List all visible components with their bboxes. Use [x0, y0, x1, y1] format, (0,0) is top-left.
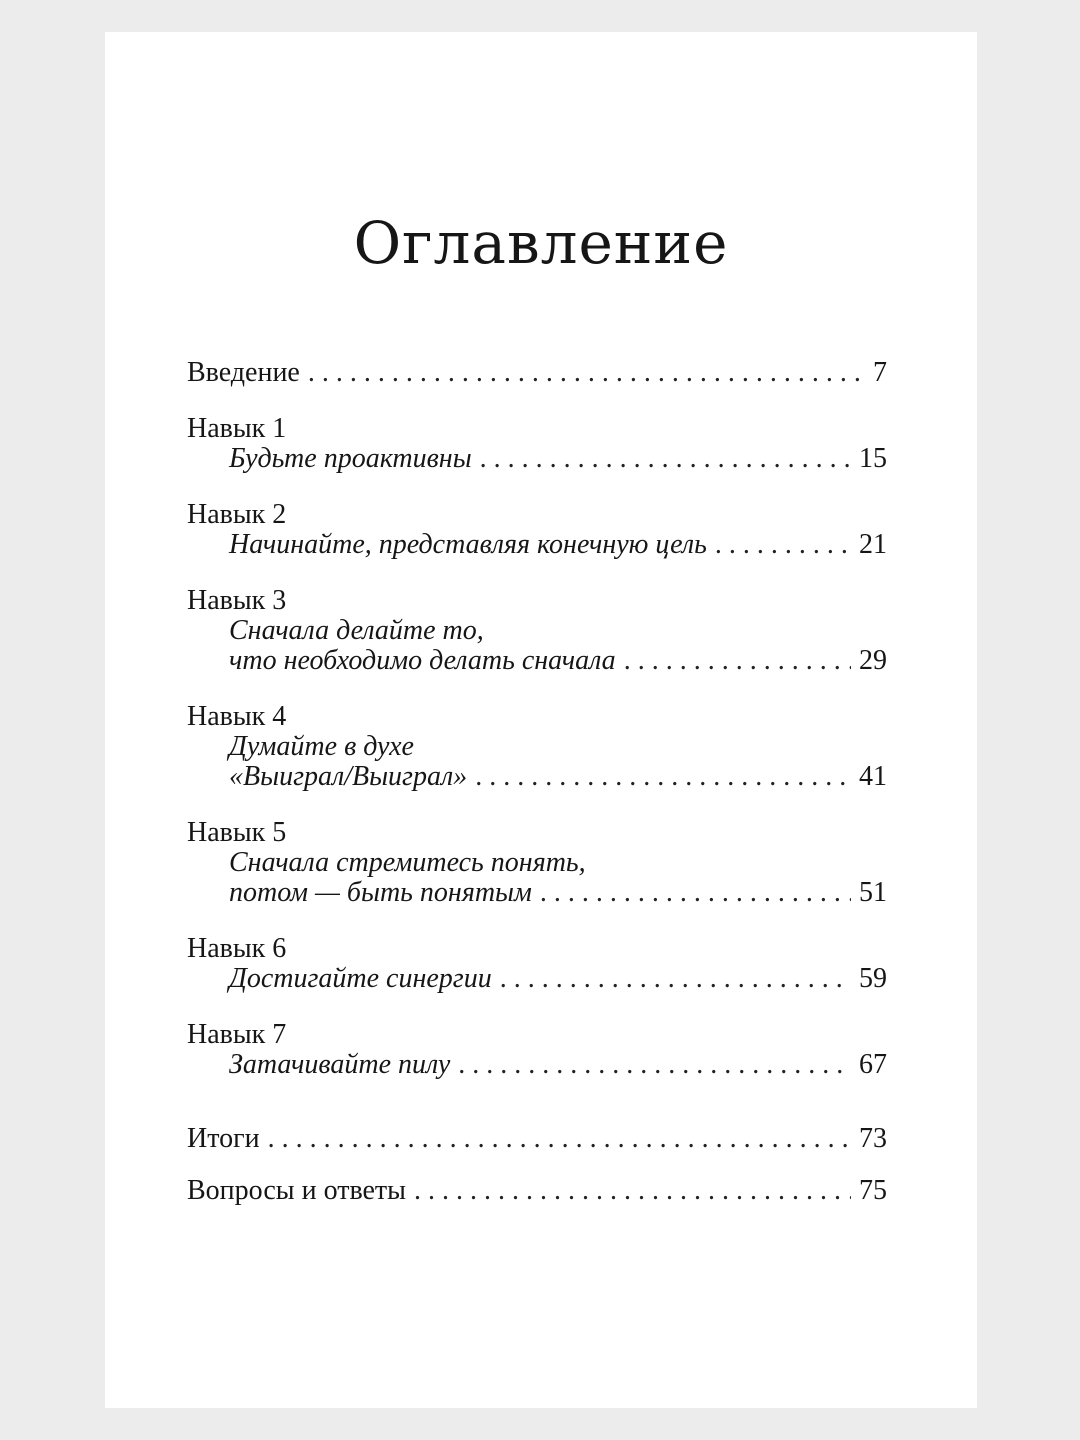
toc-entry-label: Сначала делайте то,: [229, 615, 484, 646]
toc-habit-heading: [187, 702, 887, 732]
toc-habit-heading: [187, 1020, 887, 1050]
toc-entry-habit-5[interactable]: [187, 878, 887, 908]
toc-entry-label: Введение: [187, 357, 300, 388]
toc-page-number: 73: [859, 1123, 887, 1154]
toc-habit-heading: [187, 818, 887, 848]
toc-entry-label: Думайте в духе: [229, 731, 414, 762]
book-page: [105, 32, 977, 1408]
toc-page-number: 29: [859, 645, 887, 676]
dot-leader: [480, 444, 851, 474]
toc-entry-habit-2[interactable]: [187, 530, 887, 560]
toc-entry-habit-1[interactable]: [187, 444, 887, 474]
toc-entry-habit-4-line-1[interactable]: [187, 732, 887, 762]
toc-entry-label: Вопросы и ответы: [187, 1175, 406, 1206]
toc-entry-label: потом — быть понятым: [229, 877, 532, 908]
dot-leader: [624, 646, 851, 676]
toc-entry-label: что необходимо делать сначала: [229, 645, 616, 676]
page-title: Оглавление: [353, 209, 729, 277]
toc-habit-heading: [187, 934, 887, 964]
dot-leader: [414, 1176, 851, 1206]
toc-page-number: 21: [859, 529, 887, 560]
table-of-contents: [187, 358, 887, 1206]
toc-page-number: 51: [859, 877, 887, 908]
toc-page-number: 59: [859, 963, 887, 994]
habit-heading-label: Навык 4: [187, 701, 287, 732]
dot-leader: [500, 964, 851, 994]
habit-heading-label: Навык 2: [187, 499, 287, 530]
habit-heading-label: Навык 7: [187, 1019, 287, 1050]
toc-entry-qa[interactable]: [187, 1176, 887, 1206]
toc-page-number: 67: [859, 1049, 887, 1080]
toc-entry-label: «Выиграл/Выиграл»: [229, 761, 468, 792]
toc-entry-habit-3-line-1[interactable]: [187, 616, 887, 646]
toc-habit-heading: [187, 500, 887, 530]
toc-page-number: 7: [873, 357, 887, 388]
toc-entry-summary[interactable]: [187, 1124, 887, 1154]
dot-leader: [268, 1124, 851, 1154]
toc-entry-label: Затачивайте пилу: [229, 1049, 451, 1080]
habit-heading-label: Навык 1: [187, 413, 287, 444]
toc-entry-label: Будьте проактивны: [229, 443, 472, 474]
dot-leader: [475, 762, 851, 792]
dot-leader: [540, 878, 851, 908]
toc-entry-habit-6[interactable]: [187, 964, 887, 994]
toc-habit-heading: [187, 414, 887, 444]
dot-leader: [715, 530, 851, 560]
toc-entry-habit-5-line-1[interactable]: [187, 848, 887, 878]
toc-page-number: 15: [859, 443, 887, 474]
toc-entry-label: Достигайте синергии: [229, 963, 492, 994]
toc-entry-habit-4[interactable]: [187, 762, 887, 792]
toc-page-number: 41: [859, 761, 887, 792]
toc-page-number: 75: [859, 1175, 887, 1206]
dot-leader: [308, 358, 865, 388]
toc-entry-label: Начинайте, представляя конечную цель: [229, 529, 707, 560]
habit-heading-label: Навык 6: [187, 933, 287, 964]
dot-leader: [458, 1050, 851, 1080]
toc-entry-habit-3[interactable]: [187, 646, 887, 676]
habit-heading-label: Навык 3: [187, 585, 287, 616]
toc-entry-intro[interactable]: [187, 358, 887, 388]
toc-entry-label: Итоги: [187, 1123, 260, 1154]
toc-entry-habit-7[interactable]: [187, 1050, 887, 1080]
toc-habit-heading: [187, 586, 887, 616]
habit-heading-label: Навык 5: [187, 817, 287, 848]
toc-entry-label: Сначала стремитесь понять,: [229, 847, 586, 878]
